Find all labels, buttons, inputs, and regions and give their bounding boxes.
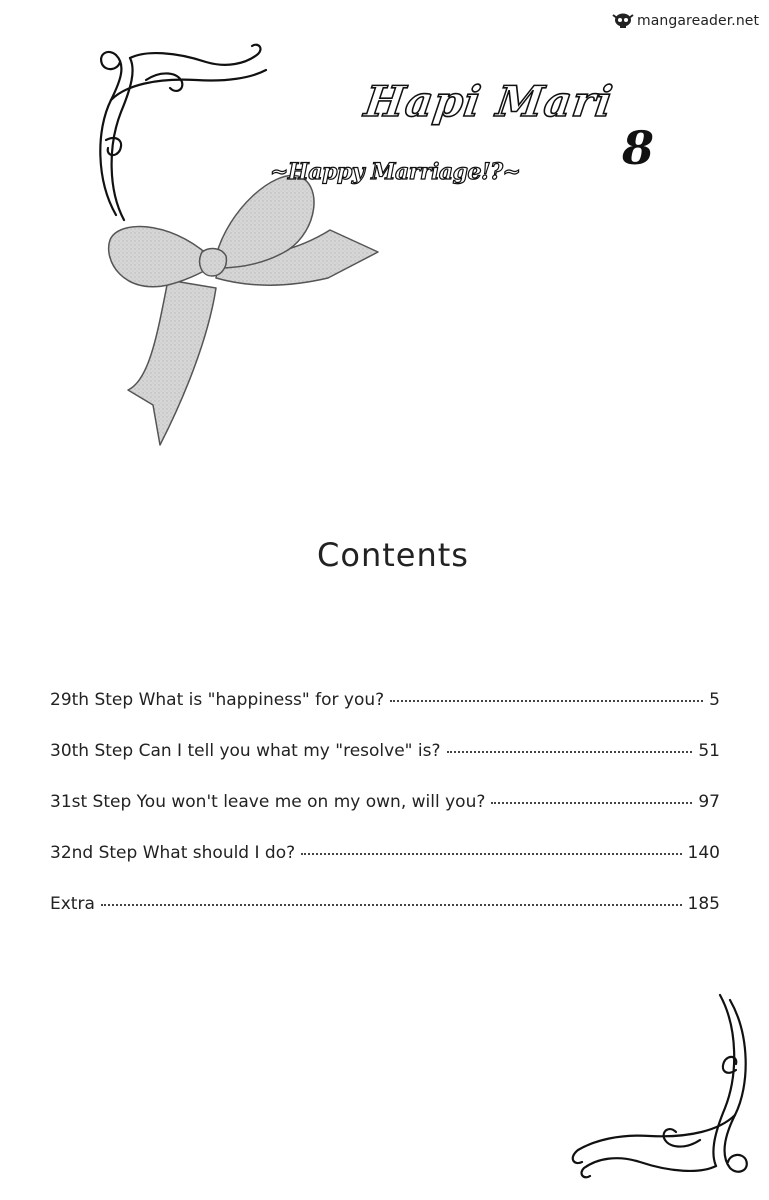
toc-entry-page: 5 xyxy=(709,690,720,710)
table-of-contents xyxy=(50,690,720,945)
toc-entry-page: 97 xyxy=(698,792,720,812)
skull-logo-icon xyxy=(612,12,634,30)
watermark xyxy=(612,8,759,34)
series-title: Hapi Mari xyxy=(361,77,617,126)
toc-dot-leader xyxy=(301,852,681,855)
toc-entry xyxy=(50,690,720,741)
toc-dot-leader xyxy=(390,699,703,702)
flourish-ornament-icon xyxy=(560,990,760,1190)
contents-heading: Contents xyxy=(317,536,469,574)
toc-dot-leader xyxy=(101,903,682,906)
toc-entry xyxy=(50,894,720,945)
toc-entry xyxy=(50,792,720,843)
toc-entry-title: 31st Step You won't leave me on my own, will you? xyxy=(50,792,486,812)
toc-entry-title: 32nd Step What should I do? xyxy=(50,843,296,863)
toc-entry-page: 51 xyxy=(698,741,720,761)
toc-entry-page: 140 xyxy=(687,843,720,863)
series-subtitle: ~Happy Marriage!?~ xyxy=(270,159,521,185)
toc-entry-title: 30th Step Can I tell you what my "resolve" is? xyxy=(50,741,441,761)
watermark-text: mangareader.net xyxy=(637,13,760,29)
toc-dot-leader xyxy=(447,750,693,753)
toc-entry-title: 29th Step What is "happiness" for you? xyxy=(50,690,385,710)
toc-entry-title: Extra xyxy=(50,894,95,914)
toc-entry xyxy=(50,741,720,792)
volume-number: 8 xyxy=(622,121,655,175)
toc-entry xyxy=(50,843,720,894)
toc-entry-page: 185 xyxy=(687,894,720,914)
ribbon-bow-icon xyxy=(98,160,388,450)
toc-dot-leader xyxy=(491,801,692,804)
